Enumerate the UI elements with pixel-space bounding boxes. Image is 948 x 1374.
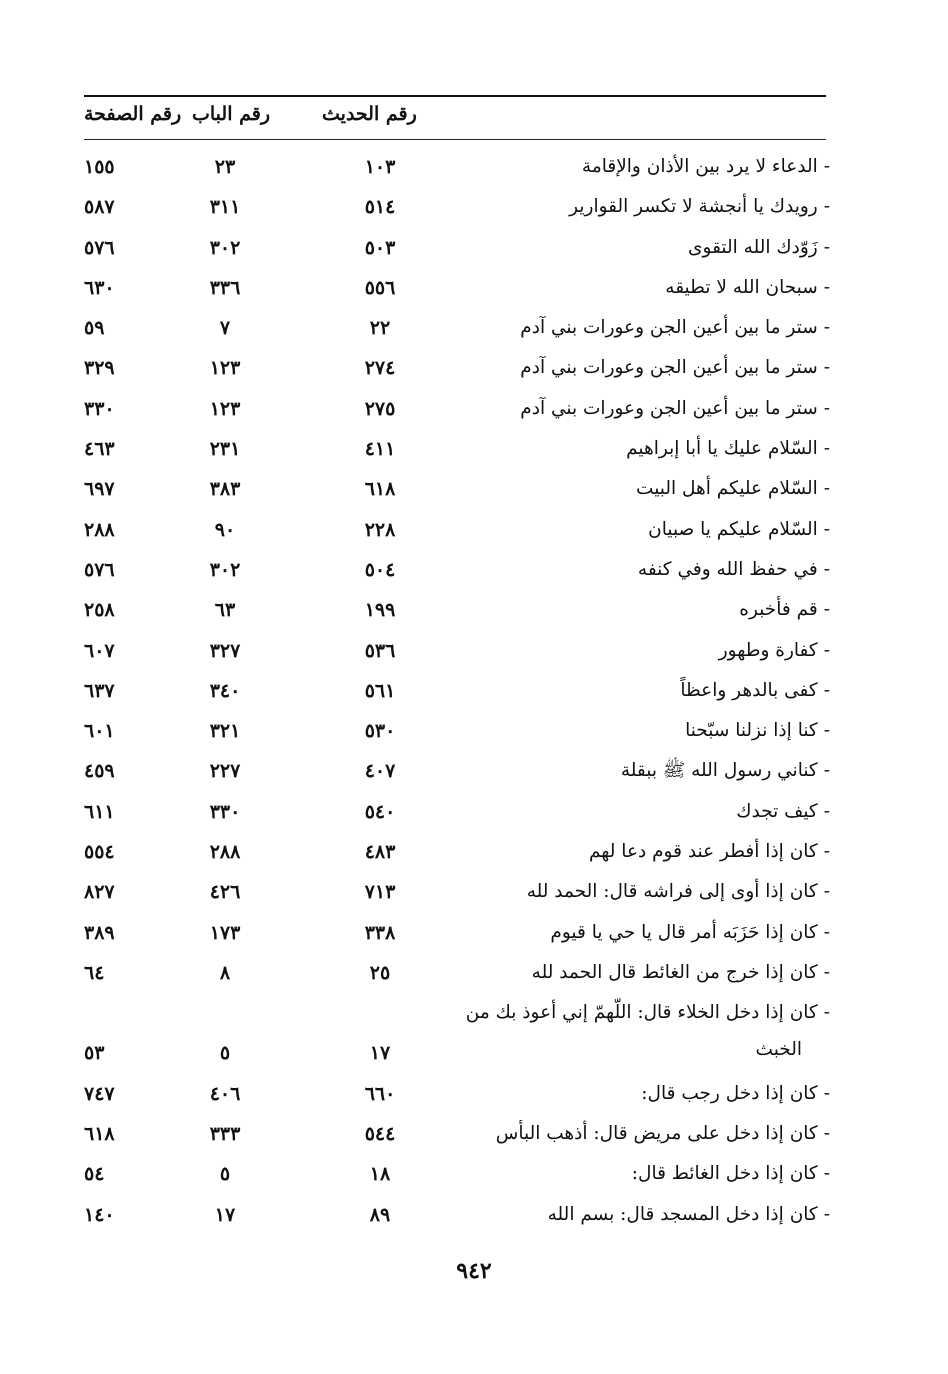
hadith-title-text: كفى بالدهر واعظاً: [680, 679, 818, 701]
hadith-title: [520, 357, 830, 378]
hadith-title: [520, 398, 830, 419]
table-row: [0, 553, 948, 593]
page-ref: ٤٥٩: [84, 760, 115, 783]
hadith-number: ٥٥٦: [364, 276, 396, 299]
hadith-title-text: الدعاء لا يرد بين الأذان والإقامة: [581, 156, 818, 177]
hadith-title: [739, 599, 830, 620]
hadith-number: ٨٩: [369, 1203, 391, 1226]
hadith-title-text: ستر ما بين أعين الجن وعورات بني آدم: [520, 317, 818, 339]
hadith-number: ٢٧٥: [364, 397, 396, 420]
hadith-number: ٥١٤: [364, 196, 396, 219]
hadith-title-text: رويدك يا أنجشة لا تكسر القوارير: [569, 196, 818, 218]
table-row: [0, 271, 948, 311]
bullet-dash: -: [823, 921, 830, 943]
hadith-number: ٥٤٤: [364, 1123, 396, 1146]
table-row: [0, 231, 948, 271]
page-ref: ٣٢٩: [84, 357, 115, 380]
hadith-title-text: كيف تجدك: [736, 800, 818, 822]
hadith-number: ٤٨٣: [364, 841, 396, 864]
hadith-title-text: كان إذا أفطر عند قوم دعا لهم: [588, 841, 818, 863]
table-row: [0, 875, 948, 915]
bullet-dash: -: [823, 156, 830, 177]
table-row: [0, 351, 948, 391]
hadith-title: [641, 1083, 830, 1104]
table-row: [0, 1198, 948, 1238]
hadith-number: ٦١٨: [364, 478, 396, 501]
hadith-title: [496, 1123, 830, 1144]
page-ref: ٦٠٧: [84, 639, 115, 662]
bullet-dash: -: [823, 679, 830, 701]
hadith-title-text: في حفظ الله وفي كنفه: [637, 558, 818, 580]
bab-number: ١٢٣: [209, 397, 241, 420]
hadith-number: ١٨: [369, 1163, 391, 1186]
bullet-dash: -: [823, 1123, 830, 1145]
table-row: [0, 190, 948, 230]
hadith-title: [520, 317, 830, 338]
table-row: [0, 432, 948, 472]
bullet-dash: -: [823, 800, 830, 822]
page-number: ٩٤٢: [456, 1258, 492, 1284]
hadith-number: ٥٣٦: [364, 639, 396, 662]
bab-number: ٢٢٧: [209, 760, 241, 783]
hadith-title-text: كان إذا دخل على مريض قال: أذهب البأس: [495, 1123, 818, 1145]
page-ref: ٦٣٠: [84, 276, 115, 299]
page-ref: ٥٥٤: [84, 841, 115, 864]
page-ref: ٦٤: [84, 961, 105, 984]
page-ref: ٤٦٣: [84, 438, 115, 461]
table-row: [0, 714, 948, 754]
page-ref: ٣٨٩: [84, 921, 115, 944]
page-ref: ١٥٥: [84, 156, 115, 178]
page-ref: ٥٧٦: [84, 236, 115, 259]
hadith-title-text: كان إذا خرج من الغائط قال الحمد لله: [531, 961, 818, 983]
table-row: [0, 634, 948, 674]
page-ref: ٢٨٨: [84, 518, 115, 541]
bab-number: ٣٤٠: [209, 679, 241, 702]
bab-number: ٣٣٦: [209, 276, 241, 299]
bab-number: ٣٣٠: [209, 800, 241, 823]
page-ref: ٦٣٧: [84, 679, 115, 702]
bullet-dash: -: [823, 1163, 830, 1185]
hadith-title-text: قم فأخبره: [739, 599, 818, 621]
bab-number: ٣٢١: [209, 720, 241, 743]
page-ref: ٦٩٧: [84, 478, 115, 501]
hadith-title: [532, 962, 830, 983]
bab-number: ٥: [219, 1042, 231, 1065]
hadith-title: [648, 519, 830, 540]
table-row: [0, 1157, 948, 1197]
header-page-number: رقم الصفحة: [84, 103, 182, 125]
page-ref: ٦١٨: [84, 1123, 115, 1146]
bab-number: ٧: [219, 317, 231, 340]
bab-number: ٩٠: [214, 518, 236, 541]
hadith-title: [466, 1002, 830, 1060]
hadith-title: [569, 196, 830, 217]
bullet-dash: -: [823, 841, 830, 863]
bullet-dash: -: [823, 478, 830, 500]
table-row: [0, 835, 948, 875]
hadith-title-text: كان إذا دخل رجب قال:: [641, 1082, 818, 1104]
hadith-title-text: ستر ما بين أعين الجن وعورات بني آدم: [520, 357, 818, 379]
table-row: [0, 513, 948, 553]
bab-number: ٣١١: [209, 196, 241, 219]
hadith-title: [589, 841, 830, 862]
page-ref: ٥٩: [84, 317, 105, 340]
hadith-title: [685, 720, 830, 741]
page-ref: ١٤٠: [84, 1203, 115, 1226]
top-rule: [84, 95, 826, 97]
hadith-title-text: كفارة وطهور: [718, 639, 818, 661]
table-row: [0, 674, 948, 714]
table-row: [0, 956, 948, 996]
bullet-dash: -: [823, 961, 830, 983]
hadith-number: ٥٦١: [364, 679, 396, 702]
bab-number: ٣٢٧: [209, 639, 241, 662]
hadith-title: [621, 760, 830, 786]
table-row: [0, 392, 948, 432]
hadith-number: ٤١١: [364, 438, 396, 461]
bab-number: ٤٢٦: [209, 881, 241, 904]
table-row: [0, 150, 948, 190]
hadith-title: [680, 680, 830, 701]
hadith-title: [527, 881, 830, 902]
bab-number: ٣٠٢: [209, 558, 241, 581]
bab-number: ٢٣: [214, 156, 236, 178]
hadith-number: ٢٥: [369, 961, 391, 984]
hadith-number: ٣٣٨: [364, 921, 396, 944]
index-table: [0, 150, 948, 1238]
page-ref: ٥٣: [84, 1042, 105, 1065]
hadith-title: [626, 438, 830, 459]
page-ref: ٧٤٧: [84, 1082, 115, 1105]
hadith-number: ١٧: [369, 1042, 391, 1065]
bullet-dash: -: [823, 1002, 830, 1024]
hadith-title-continuation: الخبث: [755, 1039, 802, 1061]
bab-number: ٦٣: [214, 599, 236, 622]
bab-number: ٥: [219, 1163, 231, 1186]
hadith-title: [550, 922, 830, 943]
hadith-title-text: كان إذا دخل المسجد قال: بسم الله: [547, 1203, 818, 1225]
bullet-dash: -: [823, 317, 830, 339]
table-row: [0, 1077, 948, 1117]
bullet-dash: -: [823, 196, 830, 218]
table-row: [0, 916, 948, 956]
hadith-number: ٦٦٠: [364, 1082, 396, 1105]
bab-number: ٨: [219, 961, 231, 984]
table-row: [0, 795, 948, 835]
bullet-dash: -: [823, 720, 830, 742]
hadith-title-text: سبحان الله لا تطيقه: [665, 276, 818, 298]
bullet-dash: -: [823, 397, 830, 419]
table-row: [0, 311, 948, 351]
table-row: [0, 593, 948, 633]
hadith-title-text: زَوّدك الله التقوى: [688, 236, 818, 258]
hadith-number: ٥٣٠: [364, 720, 396, 743]
hadith-number: ٢٧٤: [364, 357, 396, 380]
table-row: [0, 754, 948, 794]
page-ref: ٦١١: [84, 800, 115, 823]
hadith-title-text: كنا إذا نزلنا سبّحنا: [685, 720, 818, 742]
bullet-dash: -: [823, 276, 830, 298]
bullet-dash: -: [823, 639, 830, 661]
hadith-title-text: السّلام عليك يا أبا إبراهيم: [626, 438, 818, 460]
bab-number: ٣٨٣: [209, 478, 241, 501]
hadith-number: ١٠٣: [364, 156, 396, 178]
bullet-dash: -: [823, 236, 830, 258]
page-ref: ٨٢٧: [84, 881, 115, 904]
table-row: [0, 472, 948, 512]
hadith-title-text: كناني رسول الله ﷺ ببقلة: [620, 760, 818, 782]
bab-number: ١٧٣: [209, 921, 241, 944]
hadith-title: [548, 1204, 830, 1225]
bullet-dash: -: [823, 760, 830, 782]
hadith-title: [665, 277, 830, 298]
hadith-number: ٤٠٧: [364, 760, 396, 783]
hadith-title-text: كان إذا حَزَبَه أمر قال يا حي يا قيوم: [550, 921, 818, 943]
bullet-dash: -: [823, 438, 830, 460]
hadith-title: [688, 237, 830, 258]
hadith-title: [638, 559, 830, 580]
bullet-dash: -: [823, 558, 830, 580]
bab-number: ٢٨٨: [209, 841, 241, 864]
hadith-title: [636, 478, 830, 499]
bullet-dash: -: [823, 518, 830, 540]
hadith-title-text: كان إذا دخل الغائط قال:: [631, 1163, 818, 1185]
bab-number: ١٧: [214, 1203, 236, 1226]
page-ref: ٣٣٠: [84, 397, 115, 420]
hadith-title: [632, 1163, 830, 1184]
header-bab-number: رقم الباب: [192, 103, 270, 125]
hadith-title: [582, 156, 830, 177]
hadith-title: [736, 801, 830, 822]
hadith-title-text: السّلام عليكم أهل البيت: [636, 478, 818, 500]
bab-number: ٢٣١: [209, 438, 241, 461]
hadith-number: ٧١٣: [364, 881, 396, 904]
hadith-number: ١٩٩: [364, 599, 396, 622]
bab-number: ٤٠٦: [209, 1082, 241, 1105]
hadith-number: ٥٤٠: [364, 800, 396, 823]
page-ref: ٥٨٧: [84, 196, 115, 219]
header-rule: [84, 139, 826, 140]
table-row: [0, 1117, 948, 1157]
bullet-dash: -: [823, 881, 830, 903]
page-ref: ٦٠١: [84, 720, 115, 743]
hadith-title-text: كان إذا دخل الخلاء قال: اللّهمّ إني أعوذ بك من: [465, 1002, 818, 1024]
bab-number: ١٢٣: [209, 357, 241, 380]
hadith-number: ٢٢: [369, 317, 391, 340]
bullet-dash: -: [823, 1082, 830, 1104]
bab-number: ٣٠٢: [209, 236, 241, 259]
table-row: [0, 996, 948, 1077]
hadith-number: ٥٠٤: [364, 558, 396, 581]
hadith-title-text: كان إذا أوى إلى فراشه قال: الحمد لله: [526, 881, 818, 903]
bab-number: ٣٣٣: [209, 1123, 241, 1146]
hadith-title-text: ستر ما بين أعين الجن وعورات بني آدم: [520, 397, 818, 419]
header-hadith-number: رقم الحديث: [322, 103, 417, 125]
page-ref: ٢٥٨: [84, 599, 115, 622]
bullet-dash: -: [823, 1203, 830, 1225]
hadith-number: ٥٠٣: [364, 236, 396, 259]
page-ref: ٥٤: [84, 1163, 105, 1186]
hadith-title: [719, 640, 830, 661]
bullet-dash: -: [823, 357, 830, 379]
hadith-title-text: السّلام عليكم يا صبيان: [648, 518, 818, 540]
hadith-number: ٢٢٨: [364, 518, 396, 541]
bullet-dash: -: [823, 599, 830, 621]
page-ref: ٥٧٦: [84, 558, 115, 581]
